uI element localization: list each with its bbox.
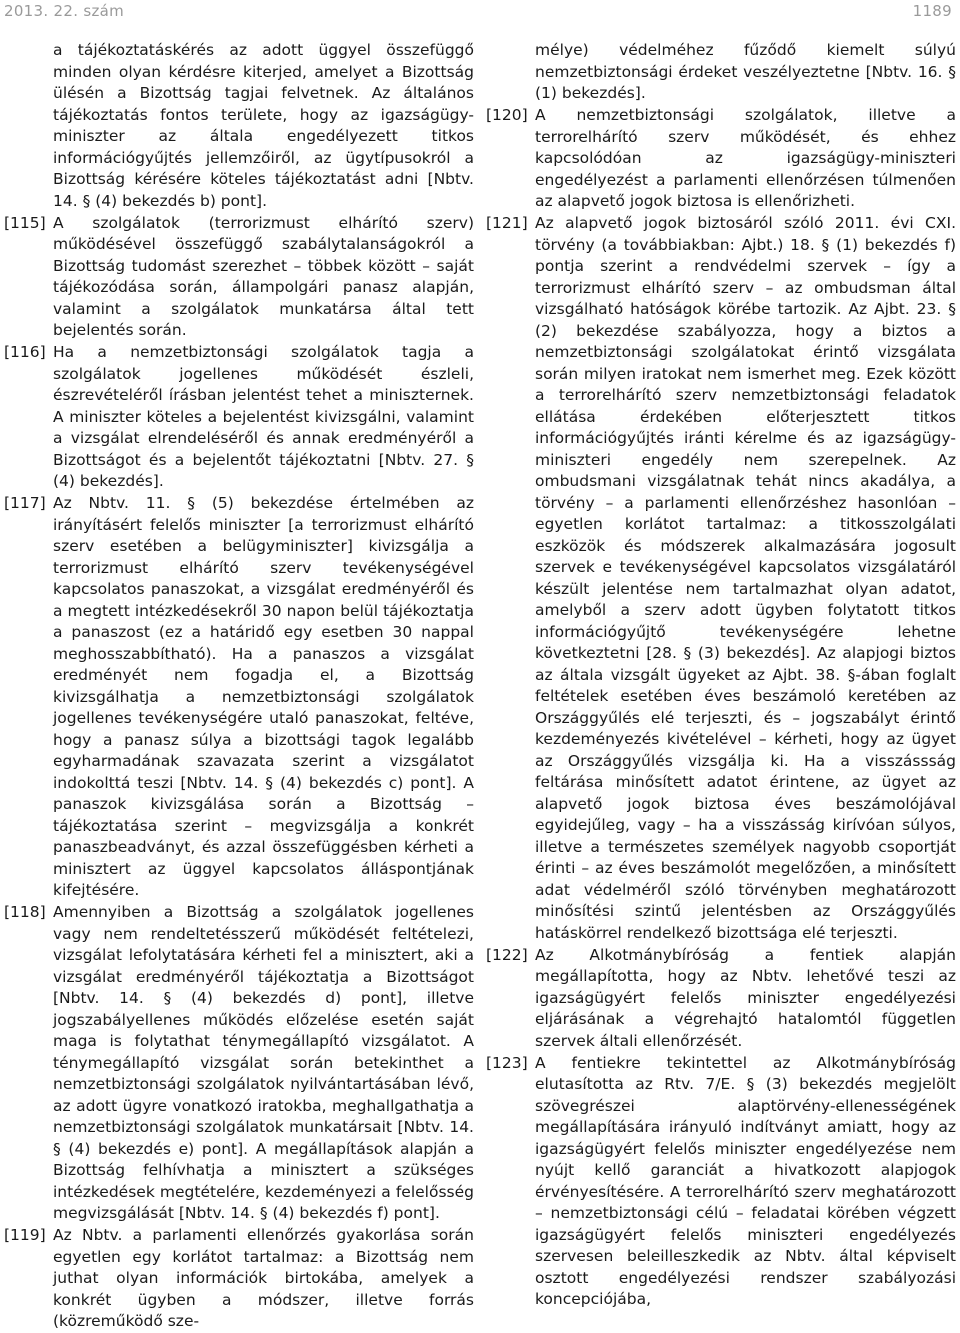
paragraph-text: Az Nbtv. 11. § (5) bekezdése értelmében az irányításért felelős miniszter [a terrorizmust elhárító szerv esetében a belügyminiszter] kivizsgálja a terrorizmust elhárító szerv tevékenységével kapcsolatos panaszokat, a vizsgálat eredményéről és a megtett intézkedésekről 30 napon belül tájékoztatja a panaszost (ez a határidő egy esetben 30 nappal meghosszabbítható). Ha a panaszos a vizsgálat eredményét nem fogadja el, a Bizottság kivizsgálhatja a nemzetbiztonsági szolgálatok jogellenes tevékenységére utaló panaszokat, feltéve, hogy a panasz súlya a bizottsági tagok legalább egyharmadának szavazata szerint a vizsgálatot indokolttá teszi [Nbtv. 14. § (4) bekezdés c) pont]. A panaszok kivizsgálása során a Bizottság – tájékoztatása szerint – megvizsgálja a konkrét panaszbeadványt, és azzal összefüggésben kérheti a minisztert az üggyel kapcsolatos álláspontjának kifejtésére. xyxy=(53,494,474,899)
paragraph-number: [122] xyxy=(486,945,528,964)
right-column xyxy=(486,40,956,1311)
paragraph-number: [115] xyxy=(4,213,46,232)
paragraph-text: A nemzetbiztonsági szolgálatok, illetve a terrorelhárító szerv működését, és ehhez kapcsolódóan az igazságügy-miniszteri engedélyezést a parlamenti ellenőrzésen túlmenően az alapvető jogok biztosa is ellenőrizheti. xyxy=(535,106,956,210)
paragraph-117 xyxy=(4,493,474,902)
paragraph-text: Az Nbtv. a parlamenti ellenőrzés gyakorlása során egyetlen egy korlátot tartalmaz: a Bizottság nem juthat olyan információk birtokába, amelyek a konkrét ügyben a módszer, illetve forrás (közreműködő sze- xyxy=(53,1226,474,1330)
paragraph-number: [123] xyxy=(486,1053,528,1072)
paragraph-text: mélye) védelméhez fűződő kiemelt súlyú nemzetbiztonsági érdeket veszélyeztetne [Nbtv. 16. § (1) bekezdés]. xyxy=(535,41,956,102)
page-number: 1189 xyxy=(912,2,952,20)
paragraph-text: Az Alkotmánybíróság a fentiek alapján megállapította, hogy az Nbtv. lehetővé teszi az igazságügyért felelős miniszter engedélyezési eljárásának a végrehajtó hatalomtól független szervek általi ellenőrzését. xyxy=(535,945,956,1050)
paragraph-number: [121] xyxy=(486,214,528,232)
paragraph-number: [119] xyxy=(4,1226,46,1244)
paragraph-number: [116] xyxy=(4,343,46,361)
paragraph-118 xyxy=(4,902,474,1225)
paragraph-text: Ha a nemzetbiztonsági szolgálatok tagja a szolgálatok jogellenes működését észleli, észrevételéről írásban jelentést tehet a miniszternek. A miniszter köteles a bejelentést kivizsgálni, valamint a vizsgálat elrendeléséről és annak eredményéről a Bizottságot és a bejelentőt tájékoztatni [Nbtv. 27. § (4) bekezdés]. xyxy=(53,343,474,490)
issue-label: 2013. 22. szám xyxy=(4,2,125,20)
paragraph-122 xyxy=(486,945,956,1053)
paragraph-number: [117] xyxy=(4,494,46,512)
paragraph-number: [120] xyxy=(486,106,528,124)
paragraph-text: A fentiekre tekintettel az Alkotmánybíróság elutasította az Rtv. 7/E. § (3) bekezdés megjelölt szövegrészei alaptörvény-ellenességének megállapítására irányuló indítványt amiatt, hogy az igazságügyért felelős miniszter engedélyezése nem nyújt kellő garanciát a hivatkozott alapjogok érvényesítésére. A terrorelhárító szerv meghatározott – nemzetbiztonsági célú – feladatai körében végzett igazságügyért felelős miniszteri engedélyezés szervesen beleilleszkedik az Nbtv. által képviselt osztott engedélyezési rendszer szabályozási koncepciójába, xyxy=(535,1053,956,1308)
paragraph-121 xyxy=(486,213,956,944)
paragraph-119 xyxy=(4,1225,474,1333)
paragraph-number: [118] xyxy=(4,903,46,921)
paragraph-120 xyxy=(486,105,956,213)
paragraph-115 xyxy=(4,213,474,342)
paragraph-continued xyxy=(4,40,474,212)
paragraph-continued xyxy=(486,40,956,105)
page-header xyxy=(0,0,960,30)
paragraph-text: a tájékoztatáskérés az adott üggyel összefüggő minden olyan kérdésre kiterjed, amelyet a Bizottság ülésén a Bizottság tagjai felvetnek. Az általános tájékoztatás fontos területe, hogy az igazságügy-miniszter az általa engedélyezett titkos információgyűjtés jellemzőiről, az ügytípusokról a Bizottság kérésére köteles tájékoztatást adni [Nbtv. 14. § (4) bekezdés b) pont]. xyxy=(53,41,474,210)
paragraph-123 xyxy=(486,1053,956,1311)
left-column xyxy=(4,40,474,1333)
paragraph-text: Az alapvető jogok biztosáról szóló 2011. évi CXI. törvény (a továbbiakban: Ajbt.) 18. § (1) bekezdés f) pontja szerint a rendvédelmi szervek – így a terrorizmust elhárító szerv – az ombudsman által vizsgálható hatóságok körébe tartozik. Az Ajbt. 23. § (2) bekezdése szabályozza, hogy a biztos a nemzetbiztonsági szolgálatokat érintő vizsgálata során milyen iratokat nem ismerhet meg. Ezek között a terrorelhárító szerv nemzetbiztonsági feladatok ellátása érdekében előterjesztett titkos információgyűjtés iránti kérelme és az igazságügy-miniszteri engedély nem szerepelnek. Az ombudsmani vizsgálatnak tehát nincs akadálya, a törvény – a parlamenti ellenőrzéshez hasonlóan – egyetlen korlátot tartalmaz: a titkosszolgálati eszközök és módszerek alkalmazására jogosult szervek e tevékenységével kapcsolatos vizsgálatáról készült jelentése nem tartalmazhat olyan adatot, amelyből a szerv adott ügyben folytatott titkos információgyűjtő tevékenységére lehetne következtetni [28. § (3) bekezdés]. Az alapjogi biztos az általa vizsgált ügyeket az Ajbt. 38. §-ában foglalt feltételek esetében éves beszámoló keretében az Országgyűlés elé terjeszti, és – jogszabályt érintő kezdeményezés kivételével – kérheti, hogy az ügyet az Országgyűlés vizsgálja ki. Ha a visszássság feltárása minősített adatot érintene, az ügyet az alapvető jogok biztosa éves beszámolójával egyidejűleg, vagy – ha a visszásság kirívóan súlyos, illetve a természetes személyek nagyobb csoportját érinti – az éves beszámolót megelőzően, a minősített adat védelméről szóló törvényben meghatározott minősítési szintű jelentésben az Országgyűlés hatáskörrel rendelkező bizottsága elé terjeszti. xyxy=(535,214,956,942)
paragraph-116 xyxy=(4,342,474,493)
paragraph-text: A szolgálatok (terrorizmust elhárító szerv) működésével összefüggő szabálytalanságokról a Bizottság tudomást szerezhet – többek között – saját tájékozódása során, állampolgári panasz alapján, valamint a szolgálatok munkatársa által tett bejelentés során. xyxy=(53,213,474,339)
paragraph-text: Amennyiben a Bizottság a szolgálatok jogellenes vagy nem rendeltetésszerű működését feltételezi, vizsgálat lefolytatására kérheti fel a minisztert, aki a vizsgálat eredményéről tájékoztatja a Bizottságot [Nbtv. 14. § (4) bekezdés d) pont], illetve jogszabályellenes működés előzelése esetén saját maga is folytathat ténymegállapító vizsgálatot. A ténymegállapító vizsgálat során betekinthet a nemzetbiztonsági szolgálatok nyilvántartásában lévő, az adott ügyre vonatkozó iratokba, meghallgathatja a nemzetbiztonsági szolgálatok munkatársait [Nbtv. 14. § (4) bekezdés e) pont]. A megállapítások alapján a Bizottság felhívhatja a minisztert a szükséges intézkedések megtételére, kezdeményezi a felelősség megvizsgálását [Nbtv. 14. § (4) bekezdés f) pont]. xyxy=(53,903,474,1222)
